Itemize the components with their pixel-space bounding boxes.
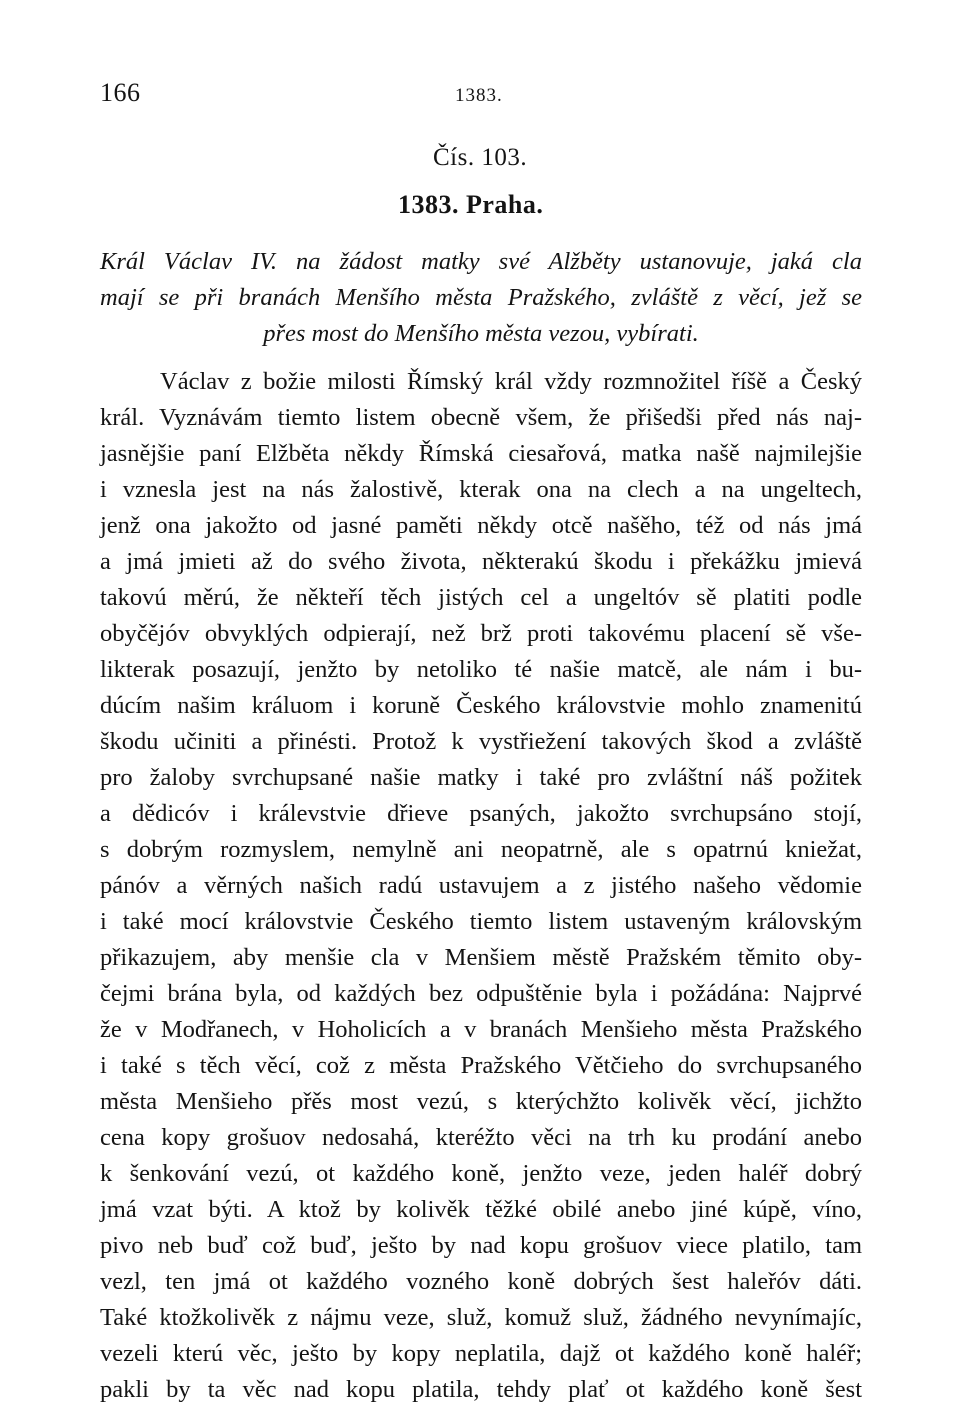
body-line: král. Vyznávám tiemto listem obecně všem, že přišedši před nás naj- [100,404,862,431]
body-line: vezeli kterú věc, ješto by kopy neplatila, dajž ot každého koně haléř; [100,1340,862,1367]
body-line: a jmá jmieti až do svého života, některakú škodu i překážku jmievá [100,548,862,575]
body-line: obyčějóv obvyklých odpierají, než brž proti takovému placení sě vše- [100,620,862,647]
body-line: Václav z božie milosti Římský král vždy rozmnožitel říšě a Český [160,368,862,395]
regest-summary [100,244,862,352]
body-line: škodu učiniti a přinésti. Protož k vystřiežení takových škod a zvláště [100,728,862,755]
body-line: i vznesla jest na nás žalostivě, kterak ona na clech a na ungeltech, [100,476,862,503]
body-line: dúcím našim králuom i koruně Českého královstvie mohlo znamenitú [100,692,862,719]
body-line: jmá vzat býti. A ktož by kolivěk těžké obilé anebo jiné kúpě, víno, [100,1196,862,1223]
body-line: pro žaloby svrchupsané našie matky i také pro zvláštní náš požitek [100,764,862,791]
body-line: takovú měrú, že někteří těch jistých cel a ungeltóv sě platiti podle [100,584,862,611]
document-number: Čís. 103. [433,144,528,171]
charter-text [100,364,862,1408]
document-heading: 1383. Praha. [398,190,544,219]
body-line: Také ktožkolivěk z nájmu veze, služ, komuž služ, žádného nevynímajíc, [100,1304,862,1331]
body-line: vezl, ten jmá ot každého vozného koně dobrých šest haleřóv dáti. [100,1268,862,1295]
body-line: jenž ona jakožto od jasné paměti někdy otcě našěho, též od nás jmá [100,512,862,539]
body-line: a dědicóv i králevstvie dřieve psaných, jakožto svrchupsáno stojí, [100,800,862,827]
body-line: cena kopy grošuov nedosahá, kteréžto věci na trh ku prodání anebo [100,1124,862,1151]
running-header-year: 1383. [455,85,503,106]
body-line: čejmi brána byla, od každých bez odpuštěnie byla i požádána: Najprvé [100,980,862,1007]
body-line: pakli by ta věc nad kopu platila, tehdy plať ot každého koně šest [100,1376,862,1403]
body-line: pánóv a věrných našich radú ustavujem a z jistého našeho vědomie [100,872,862,899]
body-line: přikazujem, aby menšie cla v Menšiem městě Pražském těmito oby- [100,944,862,971]
regest-line: mají se při branách Menšího města Pražského, zvláště z věcí, jež se [100,284,862,311]
page-number: 166 [100,78,141,107]
body-line: likterak posazují, jenžto by netoliko té našie matcě, ale nám i bu- [100,656,862,683]
body-line: s dobrým rozmyslem, nemylně ani neopatrně, ale s opatrnú kniežat, [100,836,862,863]
body-line: jasnějšie paní Elžběta někdy Římská ciesařová, matka našě najmilejšie [100,440,862,467]
regest-line: přes most do Menšího města vezou, vybírati. [263,320,699,347]
body-line: že v Modřanech, v Hoholicích a v branách Menšieho města Pražského [100,1016,862,1043]
body-line: k šenkování vezú, ot každého koně, jenžto veze, jeden haléř dobrý [100,1160,862,1187]
body-line: i také mocí královstvie Českého tiemto listem ustaveným královským [100,908,862,935]
body-line: pivo neb buď což buď, ješto by nad kopu grošuov viece platilo, tam [100,1232,862,1259]
regest-line: Král Václav IV. na žádost matky své Alžběty ustanovuje, jaká cla [100,248,862,275]
body-line: i také s těch věcí, což z města Pražského Větčieho do svrchupsaného [100,1052,862,1079]
body-line: města Menšieho přěs most vezú, s kterýchžto kolivěk věcí, jichžto [100,1088,862,1115]
